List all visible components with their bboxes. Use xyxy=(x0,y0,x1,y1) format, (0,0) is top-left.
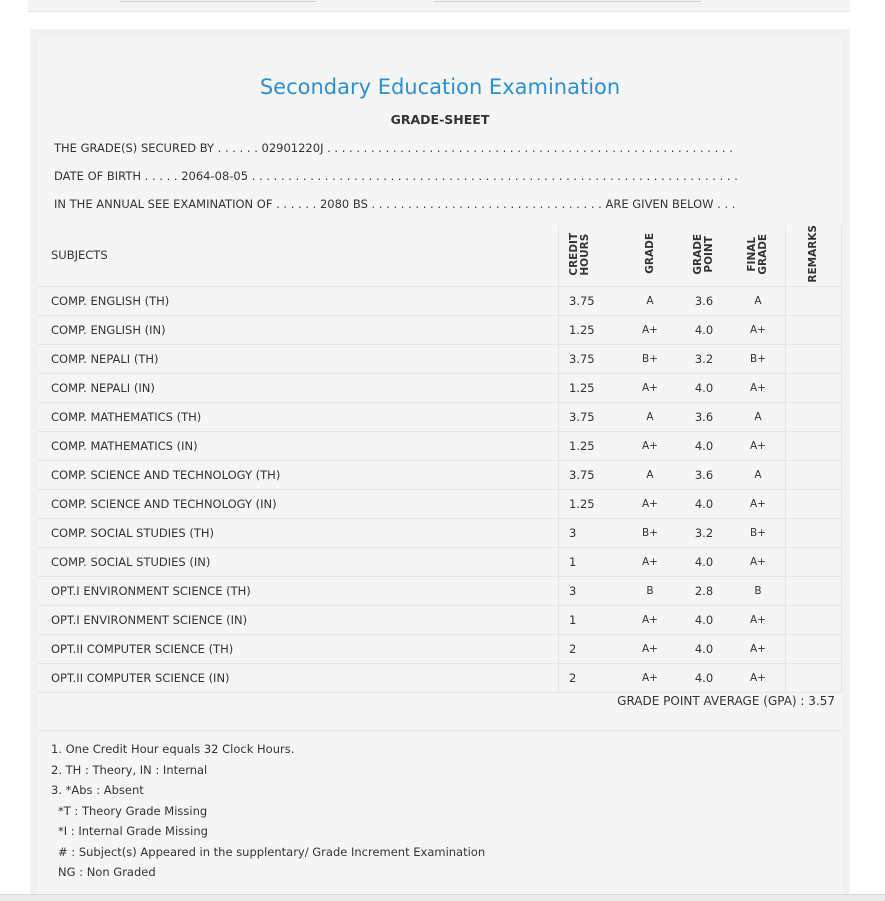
notes-list xyxy=(51,739,485,883)
cell-subject: COMP. SCIENCE AND TECHNOLOGY (TH) xyxy=(38,460,559,489)
exam-title: Secondary Education Examination xyxy=(259,75,621,99)
header-credit-hours: CREDIT HOURS xyxy=(559,225,624,286)
cell-grade: B xyxy=(623,576,677,605)
cell-grade: A+ xyxy=(623,634,677,663)
cell-grade: A+ xyxy=(623,547,677,576)
cell-remarks xyxy=(786,315,842,344)
cell-grade: A+ xyxy=(623,605,677,634)
cell-subject: COMP. SOCIAL STUDIES (TH) xyxy=(38,518,559,547)
header-final-grade: FINAL GRADE xyxy=(731,225,786,286)
cell-credit-hours: 3.75 xyxy=(559,286,624,315)
gpa-value: GRADE POINT AVERAGE (GPA) : 3.57 xyxy=(617,694,835,708)
cell-credit-hours: 2 xyxy=(559,634,624,663)
table-row xyxy=(38,373,842,402)
cell-final-grade: A+ xyxy=(731,431,786,460)
table-row xyxy=(38,634,842,663)
header-grade-point: GRADE POINT xyxy=(677,225,731,286)
cell-credit-hours: 2 xyxy=(559,663,624,692)
cell-grade-point: 3.6 xyxy=(677,460,731,489)
header-subjects: SUBJECTS xyxy=(38,225,559,286)
cell-subject: COMP. MATHEMATICS (TH) xyxy=(38,402,559,431)
cell-subject: OPT.II COMPUTER SCIENCE (IN) xyxy=(38,663,559,692)
cell-grade-point: 3.2 xyxy=(677,344,731,373)
header-remarks: REMARKS xyxy=(786,225,842,286)
table-row xyxy=(38,605,842,634)
cell-final-grade: B+ xyxy=(731,344,786,373)
note-item: *I : Internal Grade Missing xyxy=(58,824,208,838)
cell-grade-point: 4.0 xyxy=(677,663,731,692)
note-item: 3. *Abs : Absent xyxy=(51,783,144,797)
cell-credit-hours: 1 xyxy=(559,547,624,576)
cell-final-grade: A xyxy=(731,402,786,431)
cell-final-grade: A xyxy=(731,286,786,315)
cell-subject: OPT.I ENVIRONMENT SCIENCE (TH) xyxy=(38,576,559,605)
cell-credit-hours: 3 xyxy=(559,518,624,547)
cell-final-grade: A+ xyxy=(731,315,786,344)
cell-credit-hours: 1.25 xyxy=(559,315,624,344)
cell-remarks xyxy=(786,547,842,576)
cell-credit-hours: 3.75 xyxy=(559,402,624,431)
note-item: *T : Theory Grade Missing xyxy=(58,803,208,818)
cell-remarks xyxy=(786,576,842,605)
cell-grade: A+ xyxy=(623,315,677,344)
header-grade: GRADE xyxy=(623,225,677,286)
search-field-left[interactable] xyxy=(120,0,316,2)
cell-final-grade: A+ xyxy=(731,634,786,663)
cell-final-grade: B xyxy=(731,576,786,605)
cell-subject: OPT.I ENVIRONMENT SCIENCE (IN) xyxy=(38,605,559,634)
grade-sheet-panel xyxy=(38,37,842,900)
cell-grade-point: 4.0 xyxy=(677,634,731,663)
cell-credit-hours: 3.75 xyxy=(559,344,624,373)
cell-final-grade: A+ xyxy=(731,547,786,576)
cell-remarks xyxy=(786,402,842,431)
cell-grade: A+ xyxy=(623,489,677,518)
cell-final-grade: A+ xyxy=(731,605,786,634)
grade-sheet-subtitle: GRADE-SHEET xyxy=(390,112,490,127)
grade-table xyxy=(38,225,842,693)
cell-remarks xyxy=(786,431,842,460)
cell-grade: B+ xyxy=(623,518,677,547)
cell-final-grade: B+ xyxy=(731,518,786,547)
cell-final-grade: A xyxy=(731,460,786,489)
exam-line: IN THE ANNUAL SEE EXAMINATION OF . . . . . . 2080 BS . . . . . . . . . . . . . . . . . . . . . . . . . . . . . . . . ARE GIVEN BELOW . . . xyxy=(54,197,736,211)
secured-by-line: THE GRADE(S) SECURED BY . . . . . . 02901220J . . . . . . . . . . . . . . . . . . . . . . . . . . . . . . . . . . . . . . . . . . . . . . . . . . . . . . . . xyxy=(54,141,733,155)
cell-final-grade: A+ xyxy=(731,373,786,402)
cell-subject: COMP. SOCIAL STUDIES (IN) xyxy=(38,547,559,576)
cell-grade-point: 4.0 xyxy=(677,315,731,344)
cell-grade: B+ xyxy=(623,344,677,373)
cell-grade-point: 4.0 xyxy=(677,431,731,460)
cell-subject: OPT.II COMPUTER SCIENCE (TH) xyxy=(38,634,559,663)
cell-grade-point: 4.0 xyxy=(677,605,731,634)
cell-remarks xyxy=(786,286,842,315)
cell-subject: COMP. MATHEMATICS (IN) xyxy=(38,431,559,460)
cell-subject: COMP. NEPALI (TH) xyxy=(38,344,559,373)
cell-grade-point: 4.0 xyxy=(677,489,731,518)
cell-grade-point: 4.0 xyxy=(677,547,731,576)
note-item: 2. TH : Theory, IN : Internal xyxy=(51,762,208,777)
search-form-strip xyxy=(28,0,850,12)
cell-grade: A xyxy=(623,460,677,489)
note-item: NG : Non Graded xyxy=(58,865,156,879)
cell-remarks xyxy=(786,634,842,663)
cell-remarks xyxy=(786,373,842,402)
cell-credit-hours: 1 xyxy=(559,605,624,634)
table-row xyxy=(38,576,842,605)
table-row xyxy=(38,344,842,373)
cell-grade-point: 4.0 xyxy=(677,373,731,402)
cell-remarks xyxy=(786,344,842,373)
cell-subject: COMP. ENGLISH (TH) xyxy=(38,286,559,315)
cell-grade: A xyxy=(623,286,677,315)
table-header-row xyxy=(38,225,842,286)
table-row xyxy=(38,489,842,518)
cell-grade-point: 3.6 xyxy=(677,402,731,431)
table-row xyxy=(38,315,842,344)
cell-subject: COMP. SCIENCE AND TECHNOLOGY (IN) xyxy=(38,489,559,518)
cell-credit-hours: 3.75 xyxy=(559,460,624,489)
table-row xyxy=(38,402,842,431)
cell-remarks xyxy=(786,460,842,489)
cell-final-grade: A+ xyxy=(731,489,786,518)
cell-grade: A+ xyxy=(623,373,677,402)
cell-subject: COMP. ENGLISH (IN) xyxy=(38,315,559,344)
cell-credit-hours: 1.25 xyxy=(559,373,624,402)
cell-remarks xyxy=(786,489,842,518)
result-container xyxy=(30,29,850,900)
cell-grade: A+ xyxy=(623,431,677,460)
gpa-row xyxy=(38,673,842,731)
cell-credit-hours: 1.25 xyxy=(559,489,624,518)
cell-final-grade: A+ xyxy=(731,663,786,692)
table-row xyxy=(38,431,842,460)
cell-grade: A+ xyxy=(623,663,677,692)
note-item: # : Subject(s) Appeared in the supplentary/ Grade Increment Examination xyxy=(58,844,486,859)
cell-remarks xyxy=(786,518,842,547)
dob-line: DATE OF BIRTH . . . . . 2064-08-05 . . . . . . . . . . . . . . . . . . . . . . . . . . . . . . . . . . . . . . . . . . . . . . . . . . . . . . . . . . . . . . . . . . . xyxy=(54,169,738,183)
cell-grade-point: 3.2 xyxy=(677,518,731,547)
cell-remarks xyxy=(786,605,842,634)
note-item: 1. One Credit Hour equals 32 Clock Hours. xyxy=(51,742,295,756)
cell-grade-point: 2.8 xyxy=(677,576,731,605)
search-field-right[interactable] xyxy=(433,0,701,2)
cell-subject: COMP. NEPALI (IN) xyxy=(38,373,559,402)
table-row xyxy=(38,518,842,547)
cell-grade: A xyxy=(623,402,677,431)
cell-credit-hours: 3 xyxy=(559,576,624,605)
cell-credit-hours: 1.25 xyxy=(559,431,624,460)
table-row xyxy=(38,547,842,576)
table-row xyxy=(38,286,842,315)
table-row xyxy=(38,460,842,489)
cell-grade-point: 3.6 xyxy=(677,286,731,315)
